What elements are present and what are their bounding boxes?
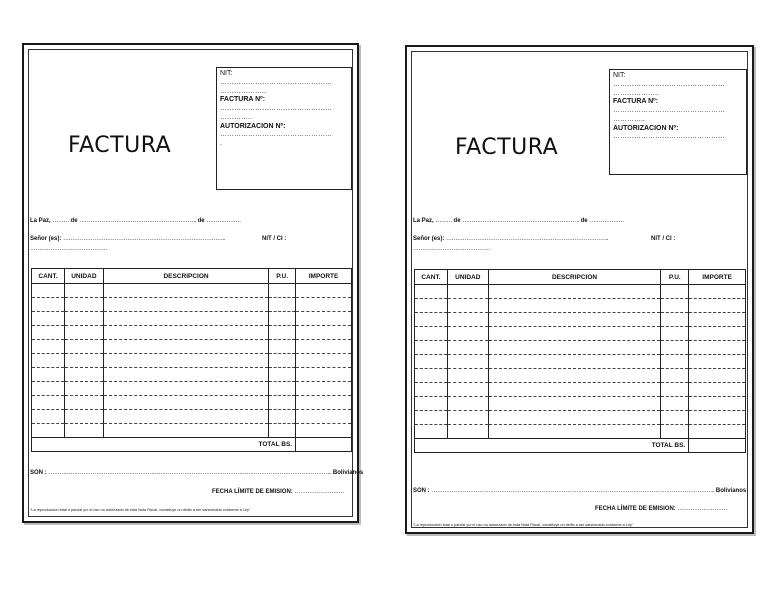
bolivianos-label: Bolivianos [332, 470, 364, 476]
invoice-info-box [216, 67, 352, 190]
table-row [32, 368, 352, 382]
son-dots: ……………………………………………………………………………………………………………………………………….. [48, 470, 332, 476]
items-table [414, 269, 746, 453]
col-descripcion: DESCRIPCION [103, 269, 268, 284]
total-value [689, 439, 746, 453]
date-month-dots: ………………………………………………………. [79, 218, 196, 224]
factura-number-dots: ………………………………………… [613, 107, 725, 114]
table-row [32, 312, 352, 326]
la-paz-label: La Paz, [30, 218, 51, 224]
senor-label: Señor (es): [30, 236, 62, 242]
nit-label: NIT: [613, 72, 626, 79]
col-unidad: UNIDAD [447, 270, 488, 285]
autorizacion-dots: ………………………………………… [220, 131, 332, 139]
senor-dots: …………………………………………………………………………….. [63, 236, 225, 242]
nit-dots-short: ……………….. [613, 89, 659, 97]
son-dots: ……………………………………………………………………………………………………………………………………….. [431, 488, 715, 494]
nit-dots: ………………………………………… [613, 80, 725, 88]
fecha-limite-dots: ……………………… [677, 506, 727, 512]
table-row [415, 397, 746, 411]
col-unidad: UNIDAD [64, 269, 103, 284]
col-pu: P.U. [661, 270, 689, 285]
table-row [32, 396, 352, 410]
autorizacion-dots: ………………………………………… [613, 133, 725, 141]
autorizacion-label: AUTORIZACION Nº: [613, 124, 679, 132]
customer-line [30, 236, 225, 242]
fecha-limite-line [595, 506, 727, 512]
col-descripcion: DESCRIPCION [488, 270, 661, 285]
senor-dots-second: …………………………………… [30, 246, 107, 252]
de-label-1: de [453, 218, 461, 224]
date-day-dots: ……… [435, 218, 452, 224]
table-row [32, 298, 352, 312]
items-header-row [32, 269, 352, 284]
table-row [32, 354, 352, 368]
items-header-row [415, 270, 746, 285]
table-row [32, 326, 352, 340]
date-month-dots: ………………………………………………………. [462, 218, 579, 224]
total-value [296, 438, 352, 452]
table-row [415, 299, 746, 313]
fecha-limite-dots: ……………………… [294, 489, 344, 495]
date-year-dots: ………………. [589, 218, 624, 224]
son-label: SON : [30, 470, 47, 476]
factura-number-dots-short: ………….. [220, 113, 252, 121]
fecha-limite-label: FECHA LÍMITE DE EMISION: [595, 506, 676, 512]
date-line [30, 218, 240, 224]
factura-number-label: FACTURA Nº: [220, 96, 266, 104]
total-label: TOTAL BS. [32, 438, 296, 452]
fecha-limite-label: FECHA LÍMITE DE EMISION: [212, 489, 293, 495]
son-label: SON : [413, 488, 430, 494]
invoice-title: FACTURA [68, 133, 172, 158]
table-row [415, 355, 746, 369]
table-row [32, 284, 352, 298]
date-day-dots: ……… [52, 218, 69, 224]
table-row [32, 340, 352, 354]
col-importe: IMPORTE [296, 269, 352, 284]
senor-dots-second: …………………………………… [413, 246, 490, 252]
nit-label: NIT: [220, 70, 233, 77]
items-table [31, 268, 352, 452]
table-row [415, 341, 746, 355]
table-row [415, 383, 746, 397]
table-row [32, 410, 352, 424]
legal-footnote: "La reproducción total o parcial y/o el uso no autorizado de esta Nota Fiscal, constituye un delito a ser sancionado conforme a Ley" [413, 523, 634, 527]
factura-number-dots-short: ………….. [613, 115, 645, 123]
invoice-title: FACTURA [455, 135, 559, 160]
bolivianos-label: Bolivianos [715, 488, 747, 494]
table-row [415, 425, 746, 439]
factura-number-dots: ………………………………………… [220, 105, 332, 112]
table-row [415, 285, 746, 299]
de-label-2: de [197, 218, 205, 224]
customer-line [413, 236, 608, 242]
de-label-2: de [580, 218, 588, 224]
total-label: TOTAL BS. [415, 439, 689, 453]
col-importe: IMPORTE [689, 270, 746, 285]
nit-dots-short: ……………….. [220, 87, 266, 95]
date-year-dots: ………………. [206, 218, 241, 224]
fecha-limite-line [212, 489, 344, 495]
la-paz-label: La Paz, [413, 218, 434, 224]
table-row [32, 382, 352, 396]
son-line [30, 470, 364, 476]
table-row [415, 313, 746, 327]
nit-ci-label: NIT / CI : [651, 236, 676, 242]
son-line [413, 488, 747, 494]
col-cant: CANT. [32, 269, 65, 284]
invoice-info-box [609, 69, 747, 175]
table-row [415, 369, 746, 383]
table-row [415, 411, 746, 425]
invoice-right [405, 45, 754, 534]
legal-footnote: "La reproducción total o parcial y/o el uso no autorizado de esta Nota Fiscal, constituye un delito a ser sancionado conforme a Ley" [30, 508, 251, 512]
total-row [32, 438, 352, 452]
senor-dots: …………………………………………………………………………….. [446, 236, 608, 242]
total-row [415, 439, 746, 453]
table-row [32, 424, 352, 438]
autorizacion-label: AUTORIZACION Nº: [220, 122, 286, 130]
nit-dots: ………………………………………… [220, 78, 332, 86]
col-cant: CANT. [415, 270, 448, 285]
nit-ci-label: NIT / CI : [262, 236, 287, 242]
date-line [413, 218, 623, 224]
autorizacion-dots-end: . [220, 140, 222, 147]
factura-number-label: FACTURA Nº: [613, 98, 659, 106]
table-row [415, 327, 746, 341]
col-pu: P.U. [269, 269, 296, 284]
invoice-left [22, 43, 364, 523]
de-label-1: de [70, 218, 78, 224]
senor-label: Señor (es): [413, 236, 445, 242]
